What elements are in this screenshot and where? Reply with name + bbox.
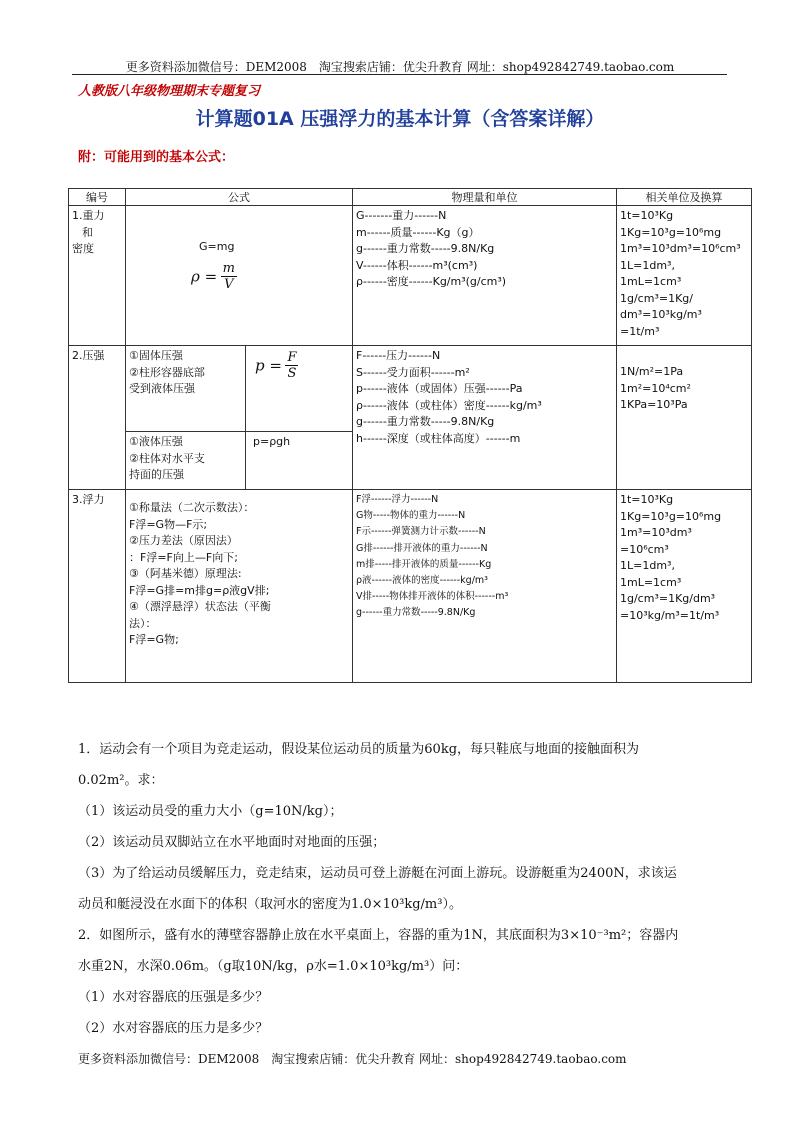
question-1-text: 0.02m²。求： bbox=[78, 773, 164, 788]
quantity-line: m排-----排开液体的质量------Kg bbox=[356, 558, 492, 570]
formula-lhs: p = bbox=[255, 356, 282, 375]
method-line: ：F浮=F向上—F向下; bbox=[129, 550, 238, 564]
row-number: 和 bbox=[82, 225, 93, 239]
quantity-line: ρ------液体（或柱体）密度------kg/m³ bbox=[356, 398, 542, 412]
table-row-buoyancy bbox=[69, 490, 752, 683]
formula-gravity: G=mg bbox=[199, 240, 235, 253]
formula-density bbox=[191, 261, 349, 292]
unit-line: 1N/m²=1Pa bbox=[620, 365, 684, 378]
question-1-part-3: （3）为了给运动员缓解压力，竞走结束，运动员可登上游艇在河面上游玩。设游艇重为2400N，求该运 bbox=[78, 866, 677, 881]
method-line: ③（阿基米德）原理法: bbox=[129, 567, 242, 580]
quantity-line: G-------重力------N bbox=[356, 209, 447, 222]
units-cell bbox=[617, 490, 752, 683]
question-2-part-1: （1）水对容器底的压强是多少？ bbox=[78, 990, 269, 1005]
unit-line: 1L=1dm³, bbox=[620, 559, 675, 572]
formula-cell bbox=[126, 206, 353, 346]
unit-line: 1g/cm³=1Kg/dm³ bbox=[620, 592, 716, 605]
header-formula: 公式 bbox=[126, 189, 353, 206]
row-number: 1.重力 bbox=[72, 209, 105, 222]
unit-line: 1t=10³Kg bbox=[620, 209, 674, 222]
formula-liquid-pressure: p=ρgh bbox=[253, 435, 291, 448]
document-title: 计算题01A 压强浮力的基本计算（含答案详解） bbox=[195, 108, 605, 130]
fraction bbox=[221, 261, 237, 292]
quantity-line: V------体积------m³(cm³) bbox=[356, 258, 478, 272]
quantity-line: g------重力常数-----9.8N/Kg bbox=[356, 607, 476, 619]
case-line: ②柱形容器底部 bbox=[129, 365, 205, 379]
table-row-gravity-density bbox=[69, 206, 752, 346]
unit-line: 1m³=10³dm³ bbox=[620, 526, 692, 539]
formula-pressure bbox=[255, 350, 349, 381]
unit-line: =1t/m³ bbox=[620, 324, 660, 338]
quantity-line: g------重力常数-----9.8N/Kg bbox=[356, 415, 495, 428]
page-footer: 更多资料添加微信号：DEM2008 淘宝搜索店铺：优尖升教育 网址：shop492842749.taobao.com bbox=[78, 1052, 627, 1066]
unit-line: =10³kg/m³=1t/m³ bbox=[620, 608, 720, 622]
row-number-cell bbox=[69, 346, 126, 490]
unit-line: 1m²=10⁴cm² bbox=[620, 381, 691, 395]
quantity-line: h------深度（或柱体高度）------m bbox=[356, 431, 521, 445]
fraction-numerator: F bbox=[287, 350, 297, 365]
method-line: 法）： bbox=[129, 616, 157, 630]
formula-cell bbox=[246, 346, 353, 432]
unit-line: 1m³=10³dm³=10⁶cm³ bbox=[620, 242, 741, 255]
method-line: ④（漂浮悬浮）状态法（平衡 bbox=[129, 600, 271, 613]
question-1-part-2: （2）该运动员双脚站立在水平地面时对地面的压强； bbox=[78, 835, 386, 850]
formula-cell bbox=[246, 432, 353, 490]
question-1-part-3: 动员和艇浸没在水面下的体积（取河水的密度为1.0×10³kg/m³）。 bbox=[78, 897, 462, 912]
formulas-subtitle: 附：可能用到的基本公式： bbox=[78, 150, 235, 165]
unit-line: 1mL=1cm³ bbox=[620, 575, 682, 589]
quantity-line: p------液体（或固体）压强------Pa bbox=[356, 382, 523, 395]
row-number-cell bbox=[69, 490, 126, 683]
quantity-line: F------压力------N bbox=[356, 349, 441, 362]
quantity-line: ρ液------液体的密度------kg/m³ bbox=[356, 575, 488, 587]
quantity-line: ρ------密度------Kg/m³(g/cm³) bbox=[356, 275, 507, 288]
case-cell bbox=[126, 432, 246, 490]
formula-lhs: ρ = bbox=[191, 267, 218, 286]
formula-table bbox=[68, 188, 752, 683]
unit-line: dm³=10³kg/m³ bbox=[620, 308, 702, 321]
case-cell bbox=[126, 346, 246, 432]
quantity-line: G物-----物体的重力------N bbox=[356, 510, 466, 522]
method-line: F浮=G物—F示; bbox=[129, 517, 208, 531]
quantity-line: g------重力常数-----9.8N/Kg bbox=[356, 242, 495, 255]
quantity-line: V排-----物体排开液体的体积------m³ bbox=[356, 591, 509, 603]
unit-line: 1g/cm³=1Kg/ bbox=[620, 291, 693, 305]
unit-line: 1t=10³Kg bbox=[620, 493, 674, 506]
fraction-denominator: V bbox=[224, 277, 234, 292]
quantity-line: m------质量------Kg（g） bbox=[356, 225, 480, 239]
page-header: 更多资料添加微信号：DEM2008 淘宝搜索店铺：优尖升教育 网址：shop492842749.taobao.com bbox=[125, 60, 675, 74]
table-header-row bbox=[69, 189, 752, 206]
quantities-cell bbox=[353, 490, 617, 683]
fraction-denominator: S bbox=[287, 366, 297, 381]
table-row-pressure bbox=[69, 346, 752, 432]
question-1-text: 1．运动会有一个项目为竞走运动，假设某位运动员的质量为60kg，每只鞋底与地面的接触面积为 bbox=[78, 742, 640, 757]
quantity-line: G排------排开液体的重力------N bbox=[356, 542, 488, 554]
unit-line: 1KPa=10³Pa bbox=[620, 398, 688, 411]
unit-line: =10⁶cm³ bbox=[620, 542, 669, 556]
method-line: F浮=G排=m排g=ρ液gV排; bbox=[129, 583, 270, 597]
case-line: 受到液体压强 bbox=[129, 382, 195, 395]
header-quantities: 物理量和单位 bbox=[353, 189, 617, 206]
case-line: ①液体压强 bbox=[129, 435, 183, 448]
question-2-text: 2．如图所示，盛有水的薄壁容器静止放在水平桌面上，容器的重为1N，其底面积为3×10⁻³m²；容器内 bbox=[78, 928, 679, 943]
header-units: 相关单位及换算 bbox=[617, 189, 752, 206]
quantities-cell bbox=[353, 346, 617, 490]
course-label: 人教版八年级物理期末专题复习 bbox=[78, 84, 261, 99]
question-1-part-1: （1）该运动员受的重力大小（g=10N/kg）； bbox=[78, 804, 343, 819]
case-line: 持面的压强 bbox=[129, 468, 184, 481]
header-divider bbox=[72, 74, 727, 75]
method-line: F浮=G物; bbox=[129, 633, 179, 646]
row-number: 3.浮力 bbox=[72, 493, 105, 506]
unit-line: 1Kg=10³g=10⁶mg bbox=[620, 509, 722, 523]
method-line: ①称量法（二次示数法）： bbox=[129, 501, 255, 514]
row-number: 密度 bbox=[72, 242, 94, 255]
unit-line: 1mL=1cm³ bbox=[620, 275, 682, 288]
unit-line: 1L=1dm³, bbox=[620, 258, 675, 272]
units-cell bbox=[617, 206, 752, 346]
units-cell bbox=[617, 346, 752, 490]
quantity-line: F示------弹簧测力计示数------N bbox=[356, 526, 486, 538]
row-number-cell bbox=[69, 206, 126, 346]
questions-section bbox=[78, 734, 728, 1044]
fraction-numerator: m bbox=[222, 261, 235, 276]
methods-cell bbox=[126, 490, 353, 683]
case-line: ②柱体对水平支 bbox=[129, 451, 205, 465]
unit-line: 1Kg=10³g=10⁶mg bbox=[620, 225, 722, 239]
case-line: ①固体压强 bbox=[129, 349, 183, 362]
question-2-text: 水重2N，水深0.06m。（g取10N/kg，ρ水=1.0×10³kg/m³）问： bbox=[78, 959, 469, 974]
row-number: 2.压强 bbox=[72, 349, 105, 362]
quantity-line: F浮------浮力------N bbox=[356, 494, 439, 505]
quantity-line: S------受力面积------m² bbox=[356, 365, 470, 379]
question-2-part-2: （2）水对容器底的压力是多少？ bbox=[78, 1021, 269, 1036]
header-number: 编号 bbox=[69, 189, 126, 206]
fraction bbox=[285, 350, 298, 381]
method-line: ②压力差法（原因法） bbox=[129, 534, 238, 547]
quantities-cell bbox=[353, 206, 617, 346]
